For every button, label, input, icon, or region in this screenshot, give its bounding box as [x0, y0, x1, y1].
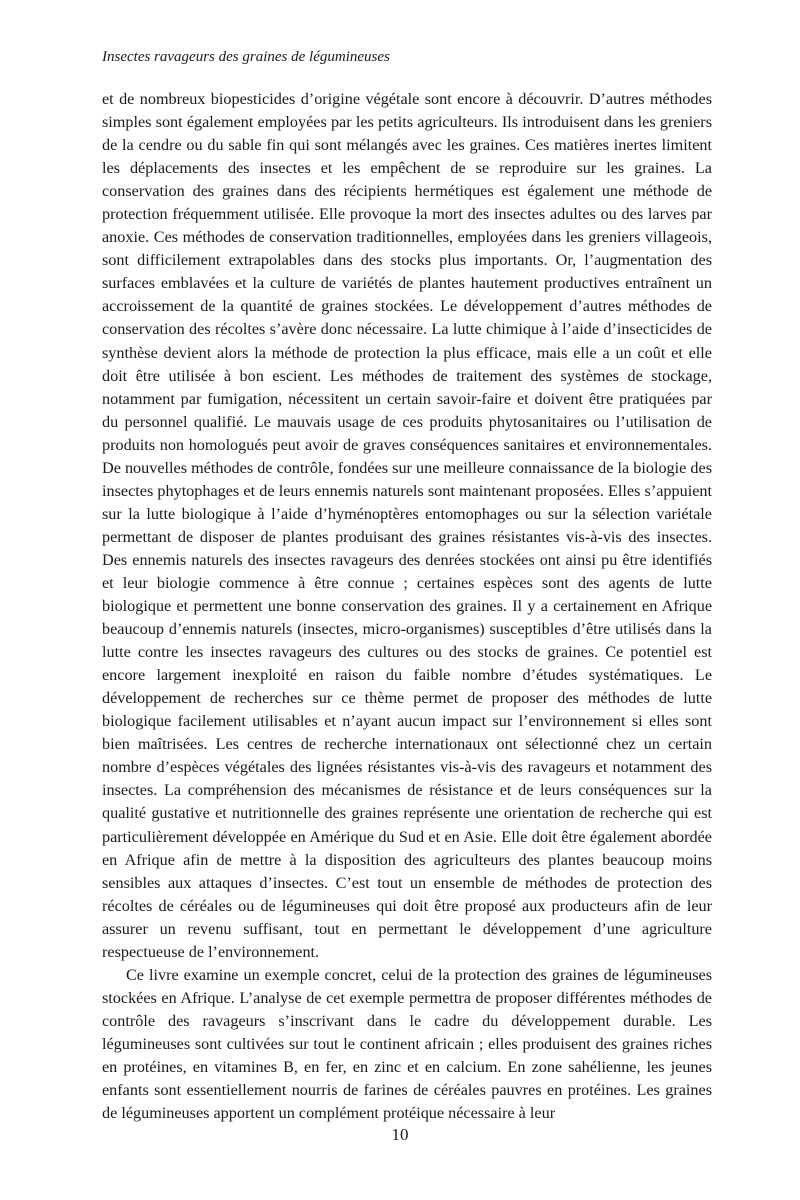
paragraph-1: et de nombreux biopesticides d’origine végétale sont encore à découvrir. D’autres méthodes simples sont également employées par les petits agriculteurs. Ils introduisent dans les greniers de la cendre ou du sable fin qui sont mélangés avec les graines. Ces matières inertes limitent les déplacements des insectes et les empêchent de se reproduire sur les graines. La conservation des graines dans des récipients hermétiques est également une méthode de protection fréquemment utilisée. Elle provoque la mort des insectes adultes ou des larves par anoxie. Ces méthodes de conservation traditionnelles, employées dans les greniers villageois, sont difficilement extrapolables dans des stocks plus importants. Or, l’augmentation des surfaces emblavées et la culture de variétés de plantes hautement productives entraînent un accroissement de la quantité de graines stockées. Le développement d’autres méthodes de conservation des récoltes s’avère donc nécessaire. La lutte chimique à l’aide d’insecticides de synthèse devient alors la méthode de protection la plus efficace, mais elle a un coût et elle doit être utilisée à bon escient. Les méthodes de traitement des systèmes de stockage, notamment par fumigation, nécessitent un certain savoir-faire et doivent être pratiquées par du personnel qualifié. Le mauvais usage de ces produits phytosanitaires ou l’utilisation de produits non homologués peut avoir de graves conséquences sanitaires et environnementales. De nouvelles méthodes de contrôle, fondées sur une meilleure connaissance de la biologie des insectes phytophages et de leurs ennemis naturels sont maintenant proposées. Elles s’appuient sur la lutte biologique à l’aide d’hyménoptères entomophages ou sur la sélection variétale permettant de disposer de plantes produisant des graines résistantes vis-à-vis des insectes. Des ennemis naturels des insectes ravageurs des denrées stockées ont ainsi pu être identifiés et leur biologie commence à être connue ; certaines espèces sont des agents de lutte biologique et permettent une bonne conservation des graines. Il y a certainement en Afrique beaucoup d’ennemis naturels (insectes, micro-organismes) susceptibles d’être utilisés dans la lutte contre les insectes ravageurs des cultures ou des stocks de graines. Ce potentiel est encore largement inexploité en raison du faible nombre d’études systématiques. Le développement de recherches sur ce thème permet de proposer des méthodes de lutte biologique facilement utilisables et n’ayant aucun impact sur l’environnement si elles sont bien maîtrisées. Les centres de recherche internationaux ont sélectionné chez un certain nombre d’espèces végétales des lignées résistantes vis-à-vis des ravageurs et notamment des insectes. La compréhension des mécanismes de résistance et de leurs conséquences sur la qualité gustative et nutritionnelle des graines représente une orientation de recherche qui est particulièrement développée en Amérique du Sud et en Asie. Elle doit être également abordée en Afrique afin de mettre à la disposition des agriculteurs des plantes beaucoup moins sensibles aux attaques d’insectes. C’est tout un ensemble de méthodes de protection des récoltes de céréales ou de légumineuses qui doit être proposé aux producteurs afin de leur assurer un revenu suffisant, tout en permettant le développement d’une agriculture respectueuse de l’environnement. — [102, 90, 712, 961]
page-number: 10 — [391, 1125, 409, 1144]
paragraph-2: Ce livre examine un exemple concret, celui de la protection des graines de légumineuses stockées en Afrique. L’analyse de cet exemple permettra de proposer différentes méthodes de contrôle des ravageurs s’inscrivant dans le cadre du développement durable. Les légumineuses sont cultivées sur tout le continent africain ; elles produisent des graines riches en protéines, en vitamines B, en fer, en zinc et en calcium. En zone sahélienne, les jeunes enfants sont essentiellement nourris de farines de céréales pauvres en protéines. Les graines de légumineuses apportent un complément protéique nécessaire à leur — [102, 965, 712, 1123]
running-header: Insectes ravageurs des graines de légumineuses — [102, 49, 390, 65]
body-text — [102, 88, 712, 1125]
